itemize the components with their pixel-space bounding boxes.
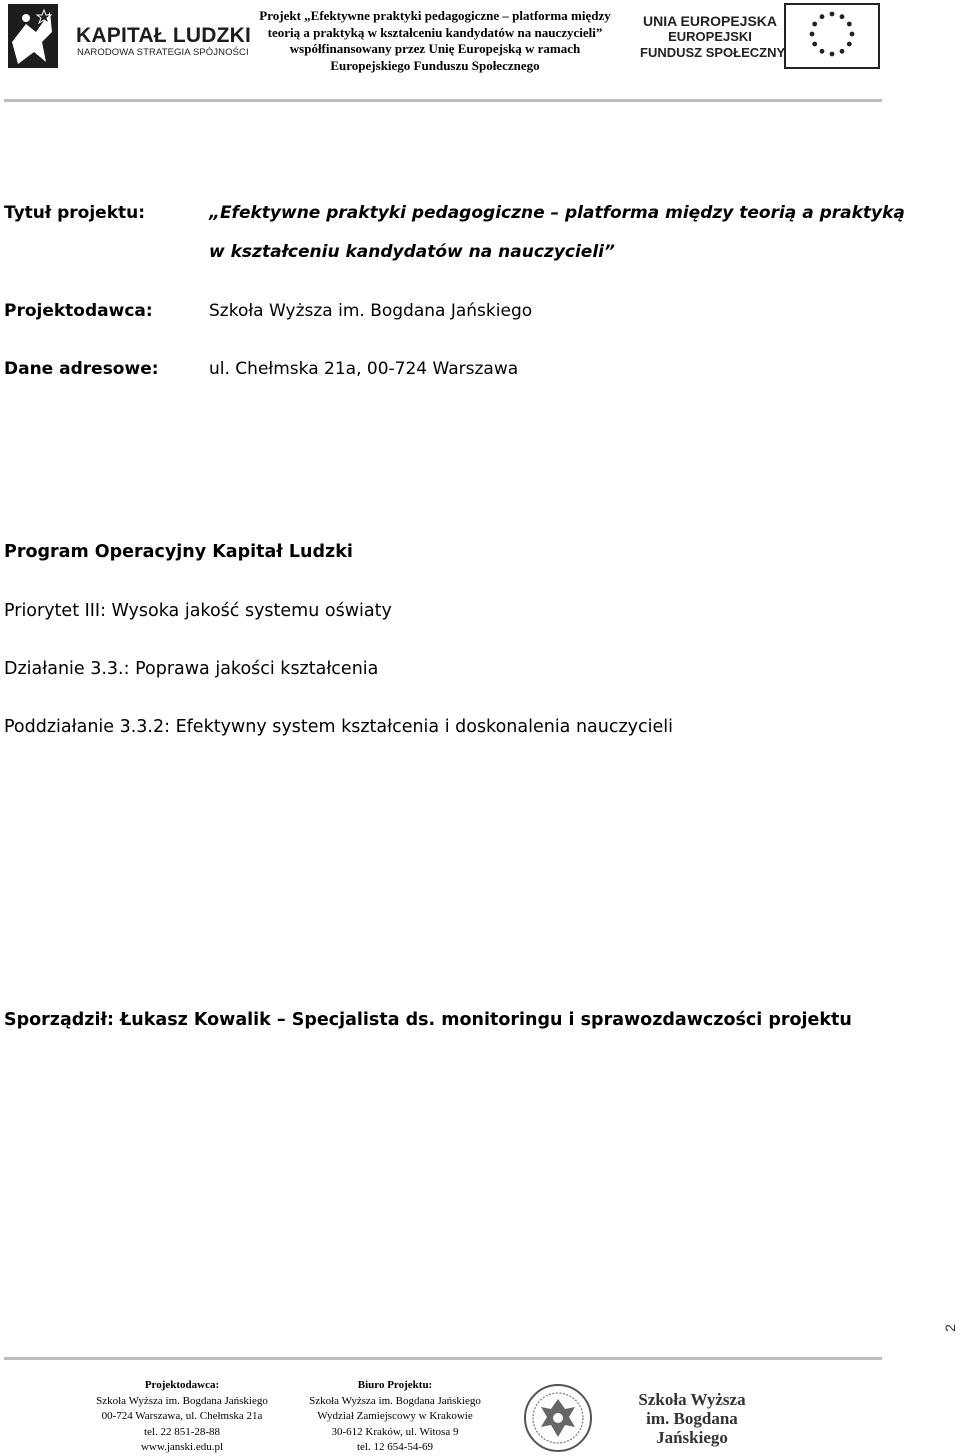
eu-line-2: EUROPEJSKI: [668, 29, 752, 44]
footer-col2-line: Wydział Zamiejscowy w Krakowie: [317, 1410, 473, 1422]
header-line: Europejskiego Funduszu Społecznego: [330, 57, 540, 73]
priority-line: Priorytet III: Wysoka jakość systemu oświaty: [4, 601, 392, 621]
kapital-ludzki-logo: [6, 2, 252, 72]
subaction-line: Poddziałanie 3.3.2: Efektywny system kształcenia i doskonalenia nauczycieli: [4, 717, 674, 737]
action-line: Działanie 3.3.: Poprawa jakości kształcenia: [4, 659, 379, 679]
owner-value: Szkoła Wyższa im. Bogdana Jańskiego: [209, 301, 533, 321]
header-line: współfinansowany przez Unię Europejską w ramach: [289, 41, 581, 56]
university-seal-icon: [521, 1383, 595, 1453]
header-line: Projekt „Efektywne praktyki pedagogiczne – platforma między: [259, 8, 611, 23]
project-title-line-2: w kształceniu kandydatów na nauczycieli”: [209, 242, 615, 262]
eu-flag-icon: [784, 3, 880, 69]
address-label: Dane adresowe:: [4, 359, 159, 379]
header-divider: [4, 99, 882, 102]
footer-col2-line: tel. 12 654-54-69: [356, 1441, 434, 1453]
university-logo-line-1: Szkoła Wyższa: [638, 1390, 746, 1409]
footer-col2-line: 30-612 Kraków, ul. Witosa 9: [331, 1425, 459, 1438]
title-label: Tytuł projektu:: [4, 203, 146, 223]
kapital-ludzki-emblem-icon: [6, 2, 68, 70]
kapital-ludzki-title: KAPITAŁ LUDZKI: [76, 24, 252, 47]
owner-label: Projektodawca:: [4, 301, 153, 321]
footer-project-owner: [72, 1378, 292, 1456]
footer-col1-line: tel. 22 851-28-88: [143, 1425, 221, 1438]
footer-website: www.janski.edu.pl: [140, 1441, 224, 1453]
eu-logo-text: [640, 13, 786, 61]
header-project-text: [240, 8, 630, 74]
address-value: ul. Chełmska 21a, 00-724 Warszawa: [209, 359, 519, 379]
university-logo-text: [612, 1390, 772, 1447]
eu-line-1: UNIA EUROPEJSKA: [642, 13, 778, 29]
footer-divider: [4, 1357, 882, 1360]
footer-col2-line: Szkoła Wyższa im. Bogdana Jańskiego: [309, 1394, 481, 1407]
page-number: 2: [942, 1324, 958, 1332]
footer-col2-heading: Biuro Projektu:: [357, 1379, 433, 1391]
page-header: [0, 0, 960, 100]
project-title-line-1: „Efektywne praktyki pedagogiczne – platforma między teorią a praktyką: [209, 203, 905, 223]
program-name: Program Operacyjny Kapitał Ludzki: [4, 542, 353, 562]
header-line: teorią a praktyką w kształceniu kandydatów na nauczycieli”: [267, 24, 603, 40]
footer-col1-line: 00-724 Warszawa, ul. Chełmska 21a: [101, 1410, 263, 1422]
university-logo-line-2: im. Bogdana Jańskiego: [646, 1409, 738, 1447]
footer-project-office: [285, 1378, 505, 1456]
prepared-by: Sporządził: Łukasz Kowalik – Specjalista ds. monitoringu i sprawozdawczości projektu: [4, 1010, 852, 1030]
footer-col1-heading: Projektodawca:: [144, 1379, 220, 1391]
footer-col1-line: Szkoła Wyższa im. Bogdana Jańskiego: [96, 1394, 268, 1407]
eu-line-3: FUNDUSZ SPOŁECZNY: [640, 45, 786, 60]
kapital-ludzki-subtitle: NARODOWA STRATEGIA SPÓJNOŚCI: [77, 47, 249, 58]
